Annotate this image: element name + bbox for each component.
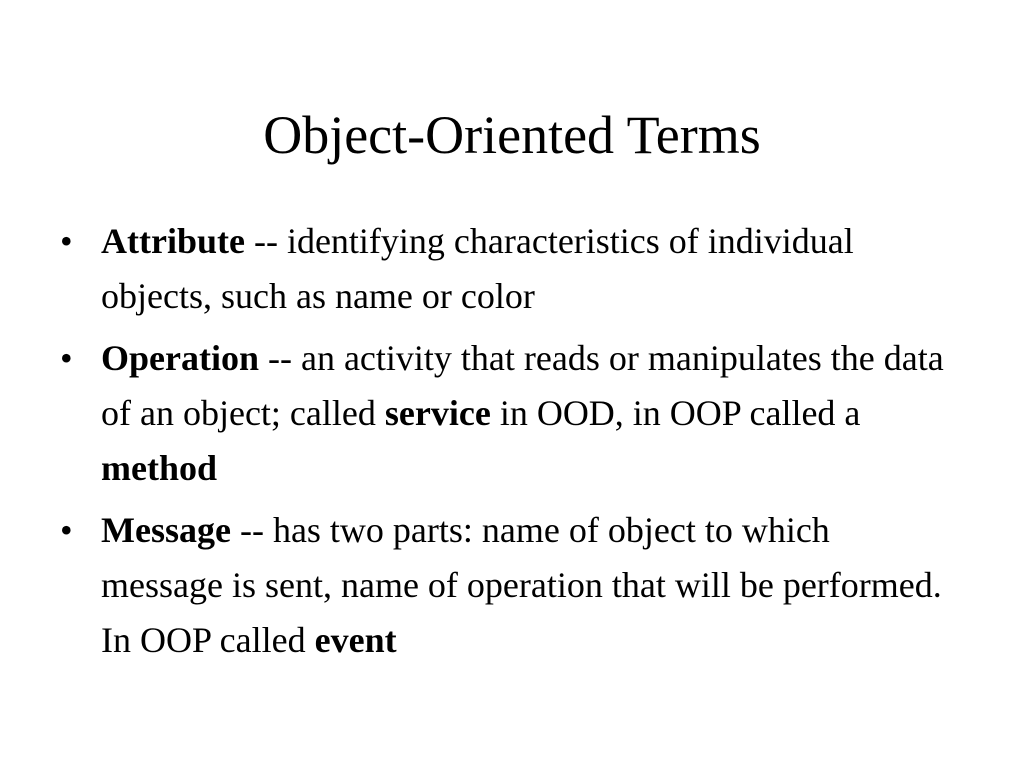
- term-attribute: Attribute: [101, 221, 245, 261]
- term-operation: Operation: [101, 338, 259, 378]
- bullet-attribute: [60, 214, 960, 324]
- slide-title: Object-Oriented Terms: [263, 105, 761, 165]
- term-message: Message: [101, 510, 231, 550]
- bullet-icon: •: [60, 338, 73, 378]
- definition-operation-part1: -- an activity that reads or manipulates the data of an object; called: [101, 338, 944, 433]
- keyword-service: service: [384, 393, 491, 433]
- bullet-icon: •: [60, 221, 73, 261]
- definition-operation-part2: in OOD, in OOP called a: [490, 393, 861, 433]
- keyword-event: event: [314, 620, 397, 660]
- definition-attribute: -- identifying characteristics of individual objects, such as name or color: [101, 221, 854, 316]
- bullet-message: [60, 503, 960, 668]
- bullet-operation: [60, 331, 960, 496]
- bullet-list: [60, 214, 960, 675]
- definition-message: -- has two parts: name of object to which message is sent, name of operation that will be performed. In OOP called: [101, 510, 942, 660]
- keyword-method: method: [101, 448, 217, 488]
- bullet-icon: •: [60, 510, 73, 550]
